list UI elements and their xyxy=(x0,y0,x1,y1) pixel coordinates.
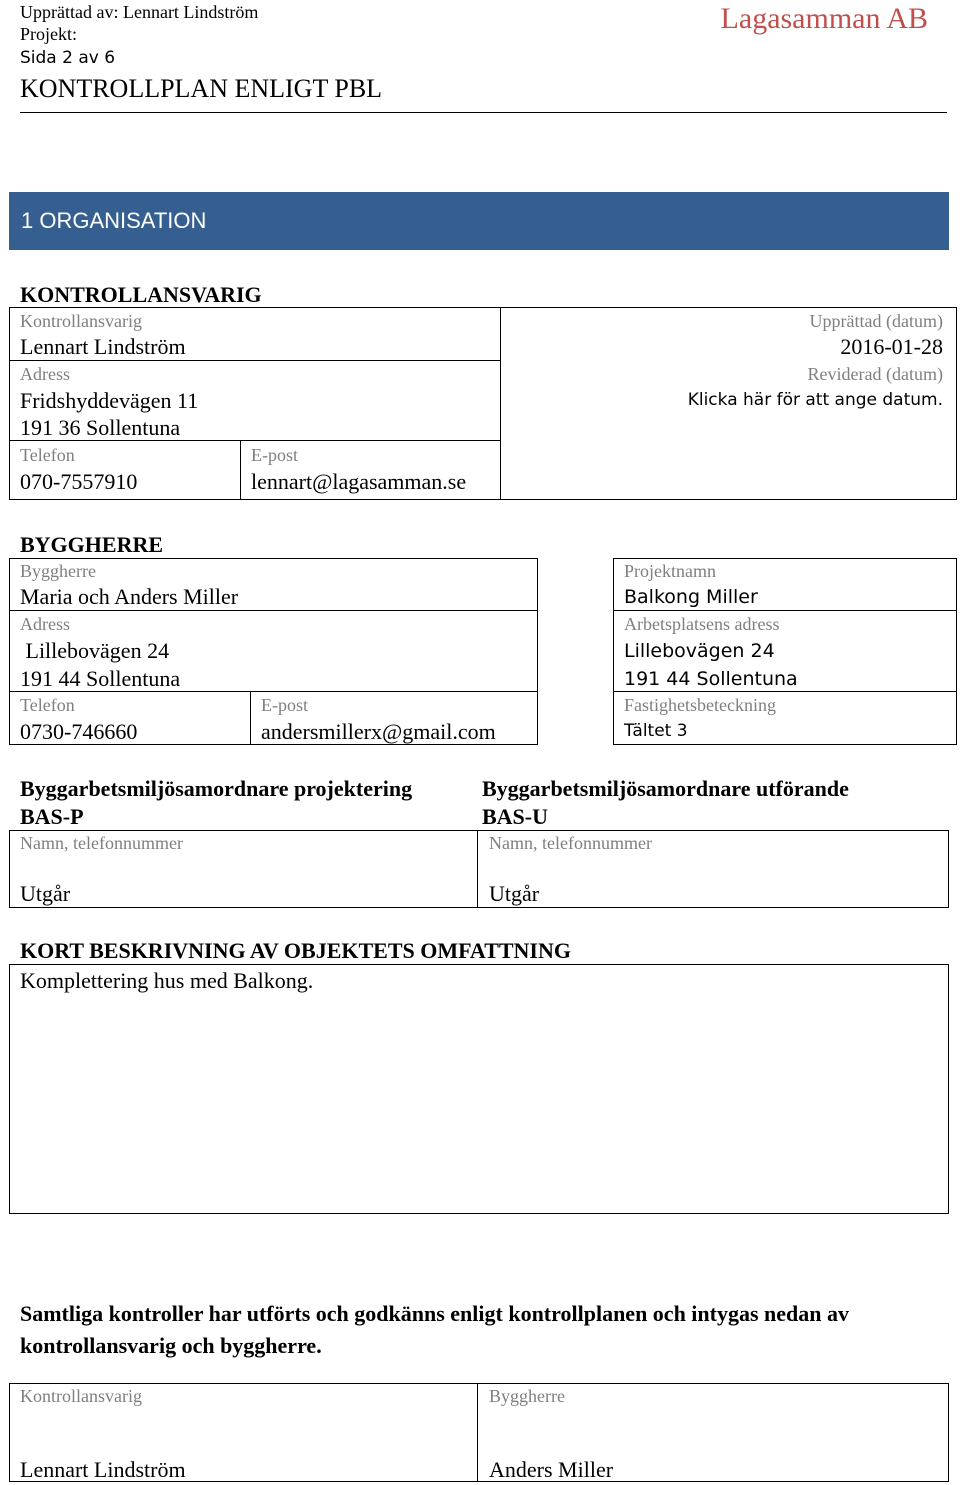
bh-address-line2: 191 44 Sollentuna xyxy=(20,666,181,691)
projekt-row-divider xyxy=(613,691,957,692)
header-page-number: Sida 2 av 6 xyxy=(20,48,116,68)
site-address-line1: Lillebovägen 24 xyxy=(624,640,775,662)
kontrollansvarig-cell-divider xyxy=(240,440,241,500)
description-box xyxy=(9,964,949,1214)
byggherre-row-divider xyxy=(9,610,538,611)
ka-phone-value: 070-7557910 xyxy=(20,469,138,494)
site-address-line2: 191 44 Sollentuna xyxy=(624,668,798,690)
header-document-title: KONTROLLPLAN ENLIGT PBL xyxy=(20,74,383,103)
header-divider xyxy=(20,112,947,113)
description-text: Komplettering hus med Balkong. xyxy=(20,968,314,993)
bas-p-heading: Byggarbetsmiljösamordnare projektering xyxy=(20,776,413,801)
bas-column-divider xyxy=(477,830,478,908)
bas-u-subheading: BAS-U xyxy=(482,804,549,829)
bas-u-heading: Byggarbetsmiljösamordnare utförande xyxy=(482,776,849,801)
certification-text-line2: kontrollansvarig och byggherre. xyxy=(20,1333,322,1358)
bh-address-line1: Lillebovägen 24 xyxy=(20,638,170,663)
bas-u-value: Utgår xyxy=(489,881,540,906)
created-date-label: Upprättad (datum) xyxy=(809,311,943,331)
project-name-label: Projektnamn xyxy=(624,561,716,581)
header-prepared-by: Upprättad av: Lennart Lindström xyxy=(20,2,259,22)
bh-phone-label: Telefon xyxy=(20,695,75,715)
byggherre-cell-divider xyxy=(250,691,251,745)
ka-email-value: lennart@lagasamman.se xyxy=(251,469,467,494)
header-company-name: Lagasamman AB xyxy=(720,2,928,35)
ka-phone-label: Telefon xyxy=(20,445,75,465)
signature-ka-name: Lennart Lindström xyxy=(20,1457,186,1482)
bh-email-value: andersmillerx@gmail.com xyxy=(261,719,496,744)
ka-email-label: E-post xyxy=(251,445,298,465)
ka-address-line1: Fridshyddevägen 11 xyxy=(20,388,199,413)
property-label: Fastighetsbeteckning xyxy=(624,695,776,715)
ka-address-line2: 191 36 Sollentuna xyxy=(20,415,181,440)
ka-name-value: Lennart Lindström xyxy=(20,334,186,359)
bh-phone-value: 0730-746660 xyxy=(20,719,138,744)
projekt-row-divider xyxy=(613,610,957,611)
bas-u-label: Namn, telefonnummer xyxy=(489,833,652,853)
bas-p-label: Namn, telefonnummer xyxy=(20,833,183,853)
byggherre-row-divider xyxy=(9,691,538,692)
ka-name-label: Kontrollansvarig xyxy=(20,311,142,331)
signature-bh-name: Anders Miller xyxy=(489,1457,614,1482)
certification-text-line1: Samtliga kontroller har utförts och godkänns enligt kontrollplanen och intygas nedan av xyxy=(20,1301,850,1326)
bas-p-value: Utgår xyxy=(20,881,71,906)
ka-address-label: Adress xyxy=(20,364,70,384)
site-address-label: Arbetsplatsens adress xyxy=(624,614,780,634)
revised-date-field[interactable]: Klicka här för att ange datum. xyxy=(687,390,943,410)
bh-email-label: E-post xyxy=(261,695,308,715)
section-title: 1 ORGANISATION xyxy=(21,208,207,233)
created-date-value: 2016-01-28 xyxy=(840,334,943,359)
bh-address-label: Adress xyxy=(20,614,70,634)
kontrollansvarig-row-divider xyxy=(9,440,500,441)
byggherre-heading: BYGGHERRE xyxy=(20,532,164,557)
kontrollansvarig-heading: KONTROLLANSVARIG xyxy=(20,282,262,307)
bh-name-label: Byggherre xyxy=(20,561,96,581)
kontrollansvarig-column-divider xyxy=(500,307,501,500)
description-heading: KORT BESKRIVNING AV OBJEKTETS OMFATTNING xyxy=(20,938,571,963)
bas-p-subheading: BAS-P xyxy=(20,804,84,829)
bh-name-value: Maria och Anders Miller xyxy=(20,584,239,609)
signature-ka-label: Kontrollansvarig xyxy=(20,1386,142,1406)
project-name-value: Balkong Miller xyxy=(624,586,758,608)
revised-date-label: Reviderad (datum) xyxy=(807,364,943,384)
kontrollansvarig-row-divider xyxy=(9,360,500,361)
signature-bh-label: Byggherre xyxy=(489,1386,565,1406)
section-bar xyxy=(9,192,949,250)
signature-column-divider xyxy=(477,1383,478,1482)
property-value: Tältet 3 xyxy=(624,721,688,741)
header-project: Projekt: xyxy=(20,24,77,44)
